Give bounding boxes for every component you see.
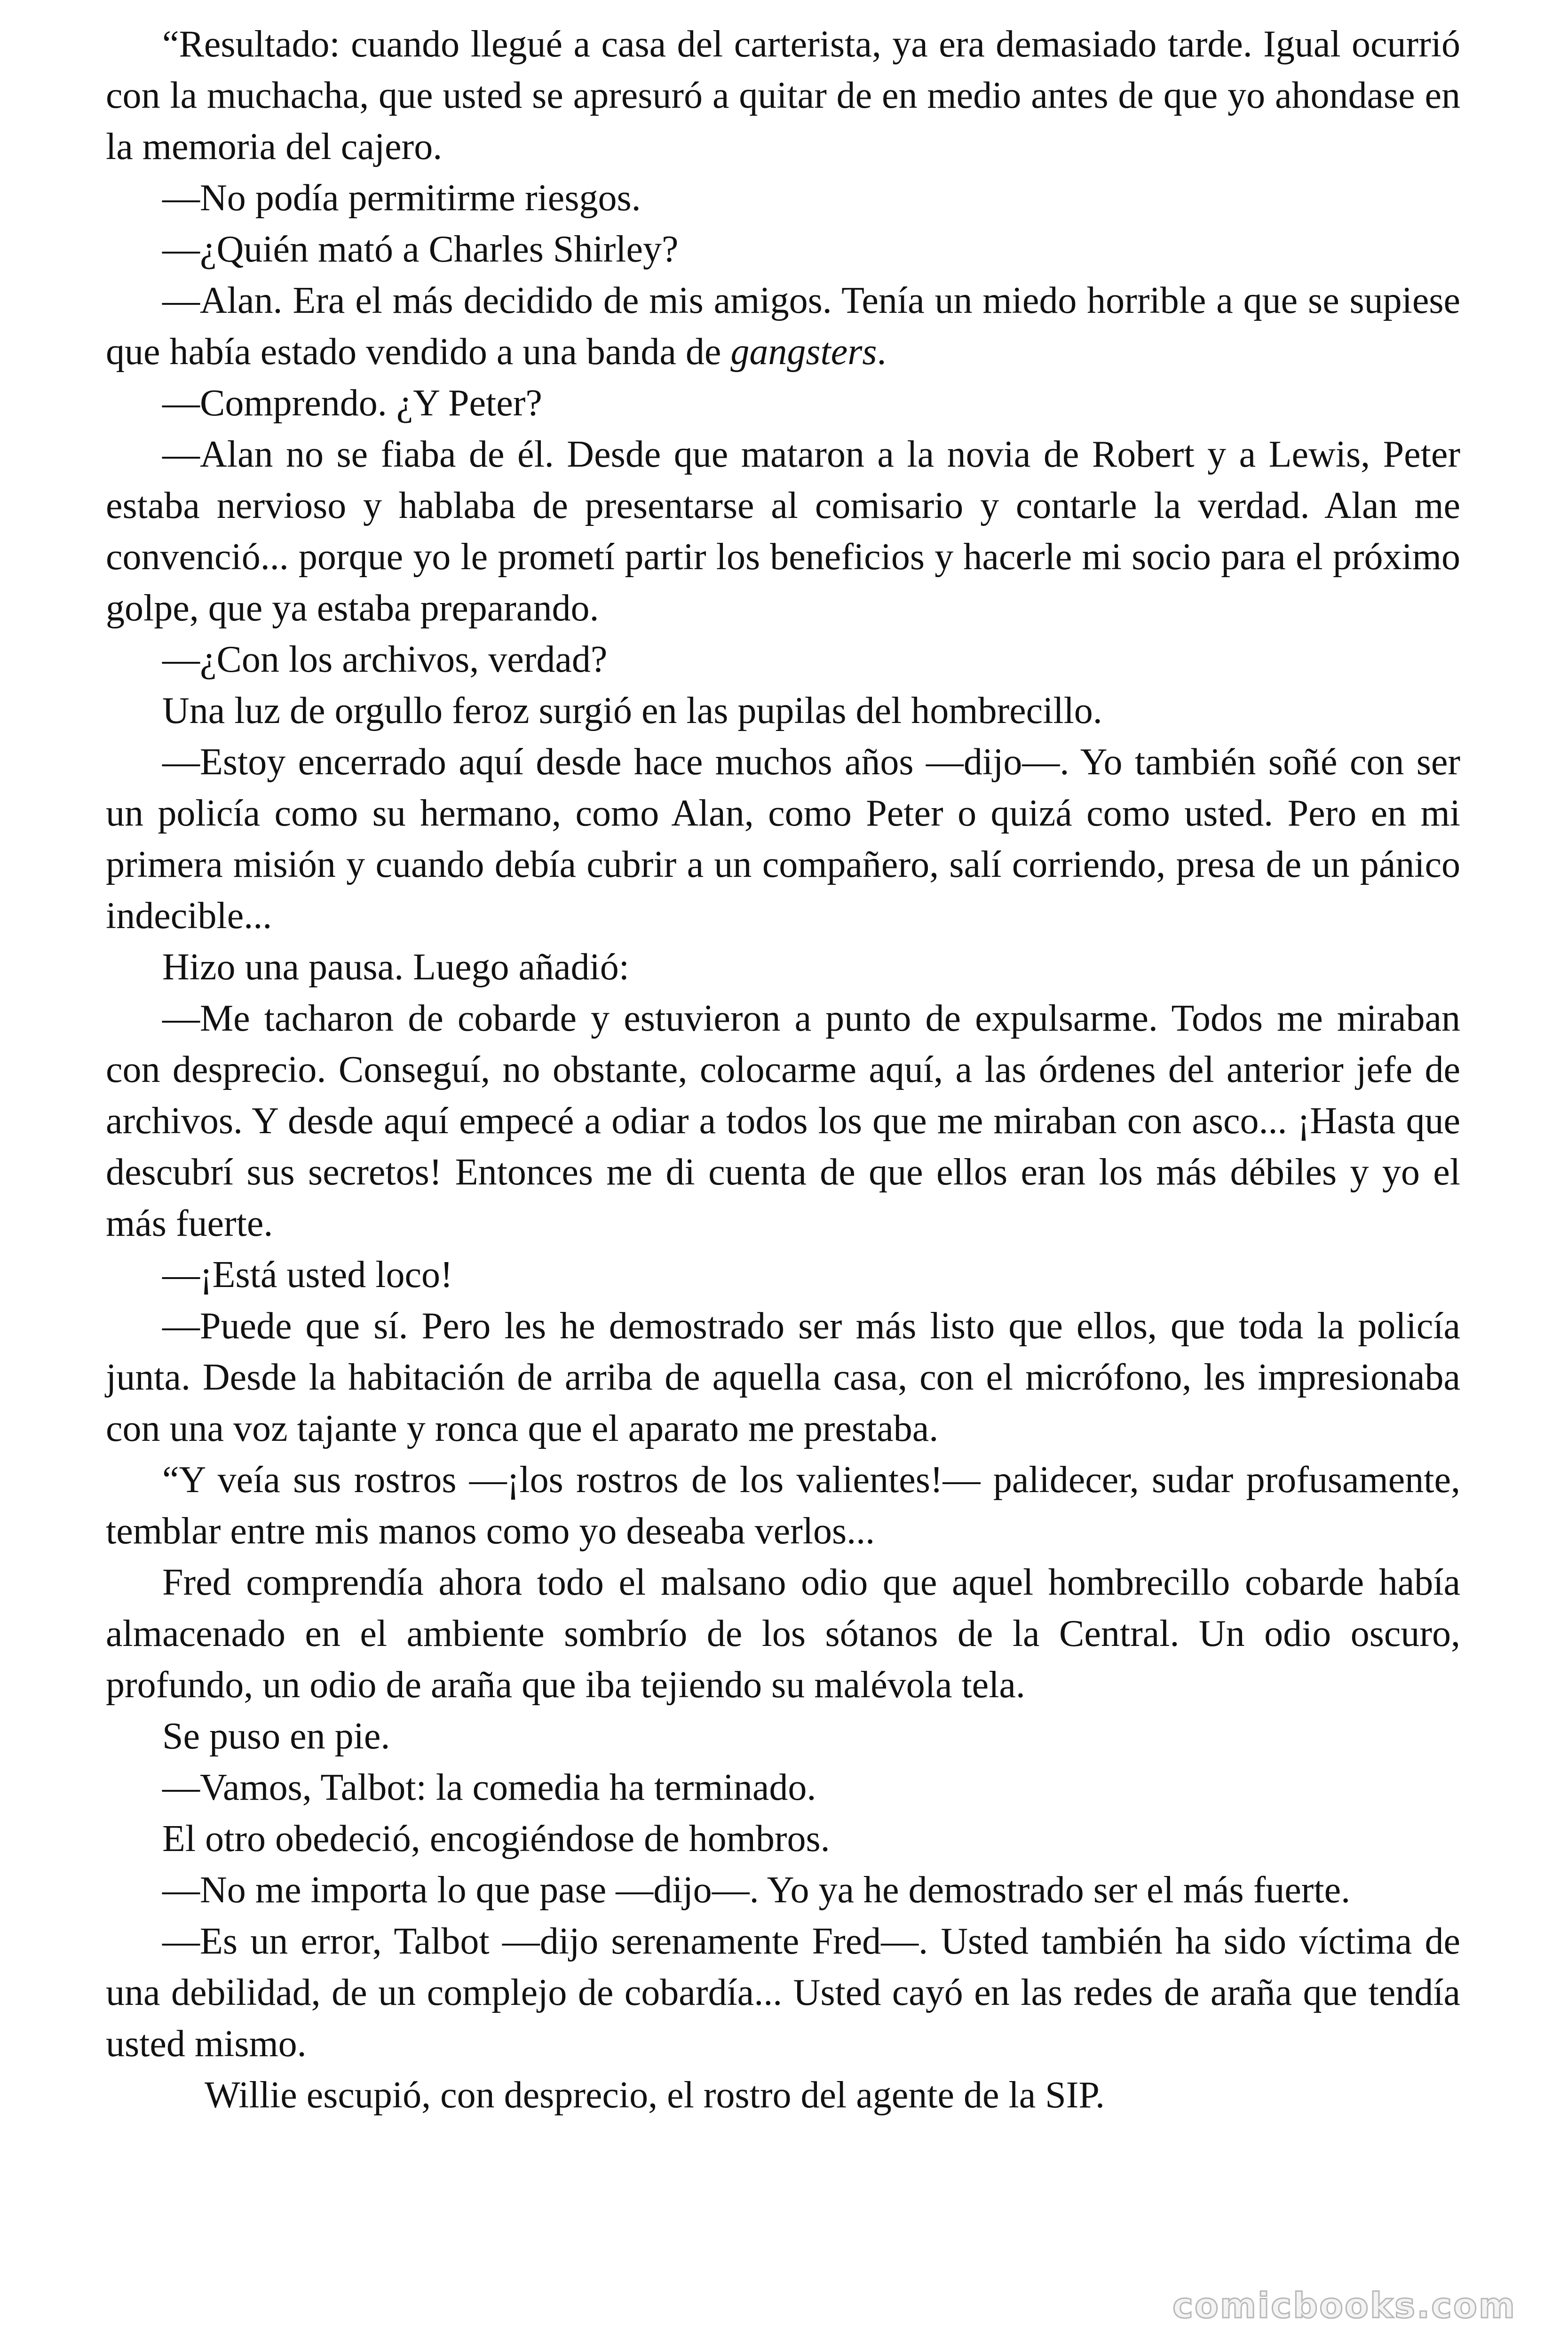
paragraph	[106, 1813, 1460, 1865]
text-segment: “Y veía sus rostros —¡los rostros de los valientes!— palidecer, sudar profusamente, temblar entre mis manos como yo deseaba verlos...	[106, 1459, 1460, 1552]
text-segment: Willie escupió, con desprecio, el rostro del agente de la SIP.	[205, 2074, 1105, 2116]
paragraph	[106, 378, 1460, 429]
paragraph	[106, 1249, 1460, 1301]
paragraph	[106, 1916, 1460, 2070]
paragraph	[106, 2070, 1460, 2121]
text-segment: —No podía permitirme riesgos.	[162, 177, 641, 219]
text-segment: —Puede que sí. Pero les he demostrado ser más listo que ellos, que toda la policía junta. Desde la habitación de arriba de aquella casa, con el micrófono, les impresionaba con una voz tajante y ronca que el aparato me prestaba.	[106, 1305, 1460, 1449]
paragraph	[106, 19, 1460, 173]
paragraph	[106, 275, 1460, 378]
text-segment: —Comprendo. ¿Y Peter?	[162, 382, 542, 424]
paragraph	[106, 634, 1460, 685]
paragraph	[106, 1557, 1460, 1711]
text-body	[106, 19, 1460, 2121]
text-segment: —¿Quién mató a Charles Shirley?	[162, 229, 679, 270]
text-segment: —No me importa lo que pase —dijo—. Yo ya he demostrado ser el más fuerte.	[162, 1869, 1351, 1911]
paragraph	[106, 942, 1460, 993]
text-segment: Fred comprendía ahora todo el malsano odio que aquel hombrecillo cobarde había almacenado en el ambiente sombrío de los sótanos de la Central. Un odio oscuro, profundo, un odio de araña que iba tejiendo su malévola tela.	[106, 1562, 1460, 1706]
paragraph	[106, 224, 1460, 275]
paragraph	[106, 737, 1460, 942]
paragraph	[106, 1762, 1460, 1813]
text-segment: —Me tacharon de cobarde y estuvieron a punto de expulsarme. Todos me miraban con desprecio. Conseguí, no obstante, colocarme aquí, a las órdenes del anterior jefe de archivos. Y desde aquí empecé a odiar a todos los que me miraban con asco... ¡Hasta que descubrí sus secretos! Entonces me di cuenta de que ellos eran los más débiles y yo el más fuerte.	[106, 998, 1460, 1244]
text-segment: “Resultado: cuando llegué a casa del carterista, ya era demasiado tarde. Igual ocurrió con la muchacha, que usted se apresuró a quitar de en medio antes de que yo ahondase en la memoria del cajero.	[106, 24, 1460, 167]
paragraph	[106, 993, 1460, 1249]
paragraph	[106, 173, 1460, 224]
text-segment: El otro obedeció, encogiéndose de hombros.	[162, 1818, 830, 1859]
text-segment: .	[877, 331, 887, 373]
text-segment: —¡Está usted loco!	[162, 1254, 453, 1295]
text-segment: —¿Con los archivos, verdad?	[162, 639, 608, 680]
paragraph	[106, 1301, 1460, 1454]
text-segment: —Vamos, Talbot: la comedia ha terminado.	[162, 1767, 816, 1808]
text-segment: —Alan no se fiaba de él. Desde que mataron a la novia de Robert y a Lewis, Peter estaba nervioso y hablaba de presentarse al comisario y contarle la verdad. Alan me convenció... porque yo le prometí partir los beneficios y hacerle mi socio para el próximo golpe, que ya estaba preparando.	[106, 434, 1460, 629]
text-segment: —Alan. Era el más decidido de mis amigos. Tenía un miedo horrible a que se supiese que había estado vendido a una banda de	[106, 280, 1460, 373]
text-segment: —Estoy encerrado aquí desde hace muchos años —dijo—. Yo también soñé con ser un policía como su hermano, como Alan, como Peter o quizá como usted. Pero en mi primera misión y cuando debía cubrir a un compañero, salí corriendo, presa de un pánico indecible...	[106, 741, 1460, 937]
paragraph	[106, 1711, 1460, 1762]
paragraph	[106, 1865, 1460, 1916]
text-segment: Hizo una pausa. Luego añadió:	[162, 946, 630, 988]
paragraph	[106, 1454, 1460, 1557]
watermark: comicbooks.com	[1172, 2286, 1516, 2326]
paragraph	[106, 429, 1460, 634]
italic-text: gangsters	[730, 331, 877, 373]
book-page	[106, 19, 1460, 2121]
text-segment: Una luz de orgullo feroz surgió en las pupilas del hombrecillo.	[162, 690, 1102, 731]
text-segment: —Es un error, Talbot —dijo serenamente Fred—. Usted también ha sido víctima de una debilidad, de un complejo de cobardía... Usted cayó en las redes de araña que tendía usted mismo.	[106, 1921, 1460, 2065]
paragraph	[106, 685, 1460, 737]
text-segment: Se puso en pie.	[162, 1716, 390, 1757]
